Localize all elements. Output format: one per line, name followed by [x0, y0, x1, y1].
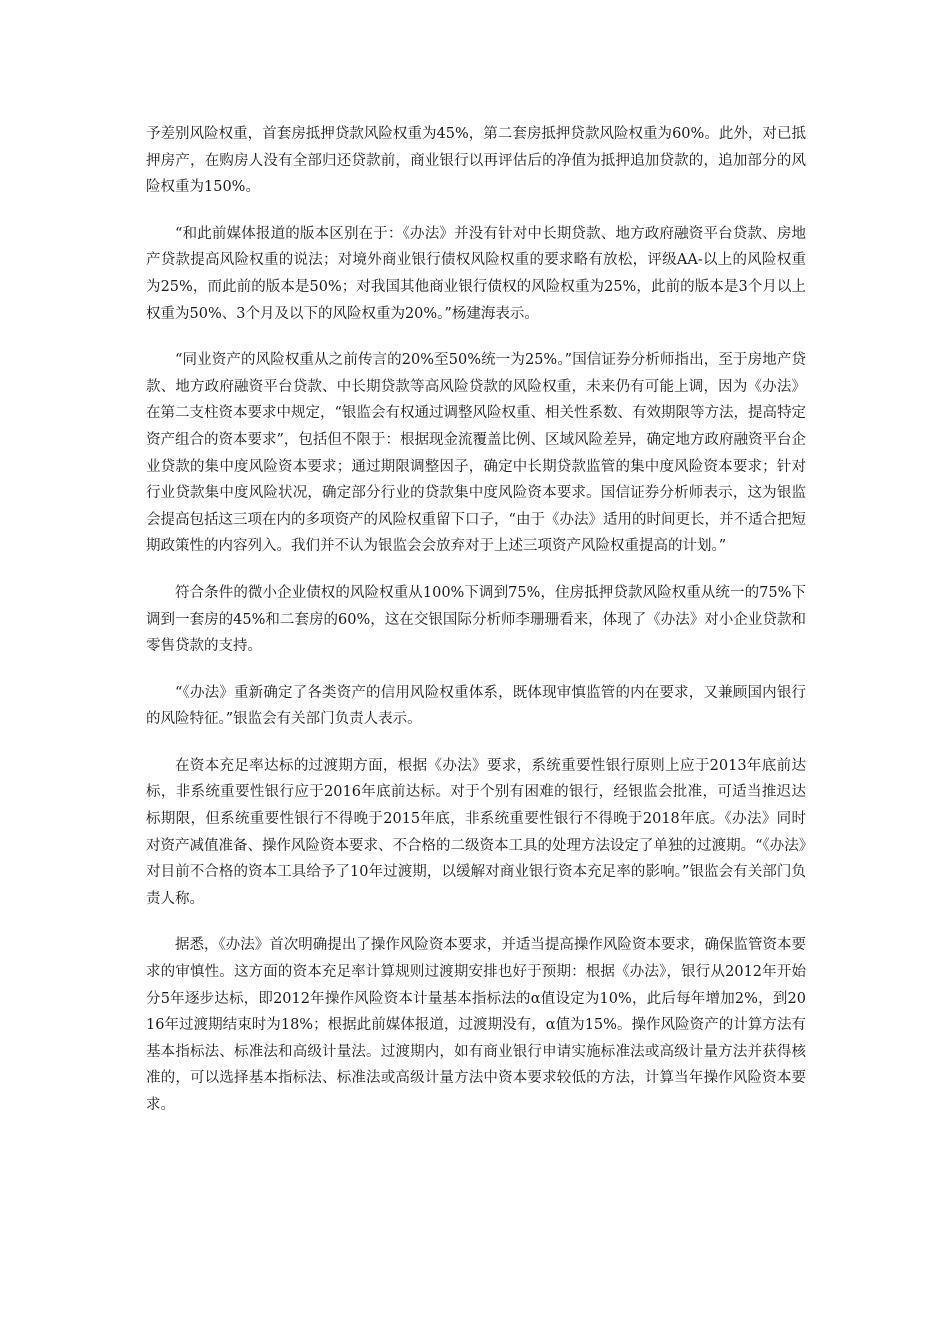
- paragraph-3: “同业资产的风险权重从之前传言的20%至50%统一为25%。”国信证券分析师指出，至于房地产贷款、地方政府融资平台贷款、中长期贷款等高风险贷款的风险权重，未来仍有可能上调，因为《办法》在第二支柱资本要求中规定，“银监会有权通过调整风险权重、相关性系数、有效期限等方法，提高特定资产组合的资本要求”，包括但不限于：根据现金流覆盖比例、区域风险差异，确定地方政府融资平台企业贷款的集中度风险资本要求；通过期限调整因子，确定中长期贷款监管的集中度风险资本要求；针对行业贷款集中度风险状况，确定部分行业的贷款集中度风险资本要求。国信证券分析师表示，这为银监会提高包括这三项在内的多项资产的风险权重留下口子，“由于《办法》适用的时间更长，并不适合把短期政策性的内容列入。我们并不认为银监会会放弃对于上述三项资产风险权重提高的计划。”: [146, 352, 806, 555]
- paragraph-5: “《办法》重新确定了各类资产的信用风险权重体系，既体现审慎监管的内在要求，又兼顾国内银行的风险特征。”银监会有关部门负责人表示。: [146, 684, 806, 728]
- paragraph-2: “和此前媒体报道的版本区别在于：《办法》并没有针对中长期贷款、地方政府融资平台贷款、房地产贷款提高风险权重的说法；对境外商业银行债权风险权重的要求略有放松，评级AA-以上的风险权重为25%，而此前的版本是50%；对我国其他商业银行债权的风险权重为25%，此前的版本是3个月以上权重为50%、3个月及以下的风险权重为20%。”杨建海表示。: [146, 225, 806, 322]
- document-body: [146, 121, 806, 1139]
- paragraph-6: 在资本充足率达标的过渡期方面，根据《办法》要求，系统重要性银行原则上应于2013年底前达标，非系统重要性银行应于2016年底前达标。对于个别有困难的银行，经银监会批准，可适当推迟达标期限，但系统重要性银行不得晚于2015年底，非系统重要性银行不得晚于2018年底。《办法》同时对资产减值准备、操作风险资本要求、不合格的二级资本工具的处理方法设定了单独的过渡期。“《办法》对目前不合格的资本工具给予了10年过渡期，以缓解对商业银行资本充足率的影响。”银监会有关部门负责人称。: [146, 757, 806, 907]
- paragraph-4: 符合条件的微小企业债权的风险权重从100%下调到75%，住房抵押贷款风险权重从统一的75%下调到一套房的45%和二套房的60%，这在交银国际分析师李珊珊看来，体现了《办法》对小企业贷款和零售贷款的支持。: [146, 584, 806, 655]
- paragraph-1: 予差别风险权重，首套房抵押贷款风险权重为45%，第二套房抵押贷款风险权重为60%。此外，对已抵押房产，在购房人没有全部归还贷款前，商业银行以再评估后的净值为抵押追加贷款的，追加部分的风险权重为150%。: [146, 126, 806, 196]
- paragraph-7: 据悉，《办法》首次明确提出了操作风险资本要求，并适当提高操作风险资本要求，确保监管资本要求的审慎性。这方面的资本充足率计算规则过渡期安排也好于预期：根据《办法》，银行从2012年开始分5年逐步达标，即2012年操作风险资本计量基本指标法的α值设定为10%，此后每年增加2%，到2016年过渡期结束时为18%；根据此前媒体报道，过渡期没有，α值为15%。操作风险资产的计算方法有基本指标法、标准法和高级计量法。过渡期内，如有商业银行申请实施标准法或高级计量方法并获得核准的，可以选择基本指标法、标准法或高级计量方法中资本要求较低的方法，计算当年操作风险资本要求。: [146, 937, 806, 1113]
